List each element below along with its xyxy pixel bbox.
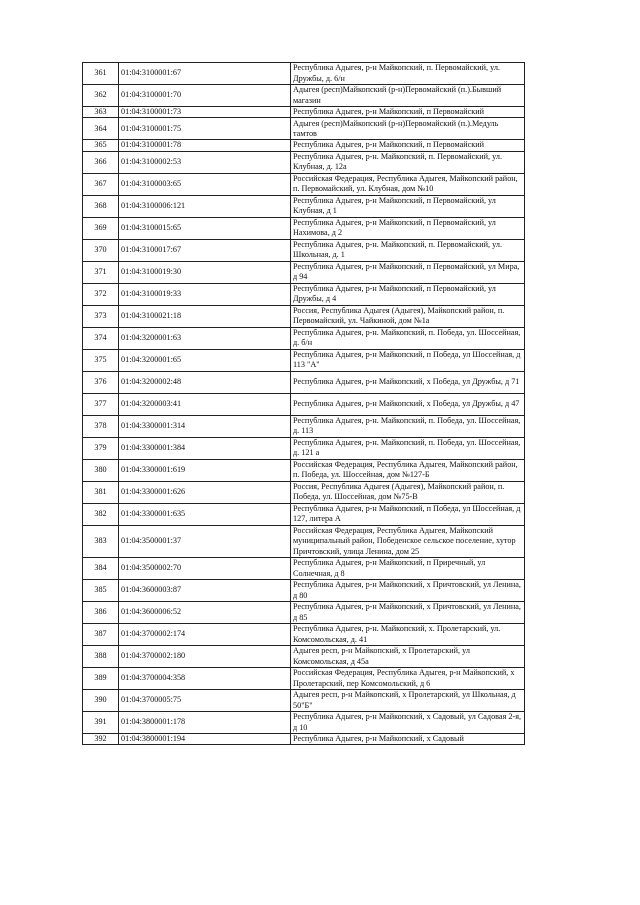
table-row <box>83 503 525 525</box>
table-row <box>83 217 525 239</box>
address-cell: Республика Адыгея, р-н Майкопский, х Причтовский, ул Ленина, д 85 <box>291 602 525 624</box>
address-cell: Российская Федерация, Республика Адыгея, Майкопский район, п. Первомайский, ул. Клубная, дом №10 <box>291 173 525 195</box>
address-cell: Республика Адыгея, р-н Майкопский, п Первомайский, ул Клубная, д 1 <box>291 195 525 217</box>
table-row <box>83 371 525 393</box>
table-row <box>83 415 525 437</box>
cadastral-number-cell: 01:04:3800001:194 <box>119 734 291 745</box>
address-cell: Российская Федерация, Республика Адыгея, р-н Майкопский, х Пролетарский, пер Комсомольский, д 6 <box>291 668 525 690</box>
cadastral-number-cell: 01:04:3100019:30 <box>119 261 291 283</box>
address-cell: Республика Адыгея, р-н Майкопский, п Победа, ул Шоссейная, д 113 "А" <box>291 349 525 371</box>
row-number-cell: 370 <box>83 239 119 261</box>
row-number-cell: 380 <box>83 459 119 481</box>
row-number-cell: 381 <box>83 481 119 503</box>
address-cell: Республика Адыгея, р-н Майкопский, п Первомайский, ул Нахимова, д 2 <box>291 217 525 239</box>
table-row <box>83 327 525 349</box>
table-row <box>83 239 525 261</box>
table-row <box>83 690 525 712</box>
table-row <box>83 624 525 646</box>
table-row <box>83 602 525 624</box>
table-row <box>83 63 525 85</box>
address-cell: Республика Адыгея, р-н Майкопский, п Победа, ул Шоссейная, д 127, литера А <box>291 503 525 525</box>
row-number-cell: 378 <box>83 415 119 437</box>
table-row <box>83 558 525 580</box>
cadastral-number-cell: 01:04:3100017:67 <box>119 239 291 261</box>
row-number-cell: 383 <box>83 525 119 557</box>
table-row <box>83 283 525 305</box>
cadastral-number-cell: 01:04:3100002:53 <box>119 151 291 173</box>
row-number-cell: 382 <box>83 503 119 525</box>
cadastral-number-cell: 01:04:3700005:75 <box>119 690 291 712</box>
table-row <box>83 393 525 415</box>
row-number-cell: 384 <box>83 558 119 580</box>
table-row <box>83 437 525 459</box>
address-cell: Республика Адыгея, р-н. Майкопский, х. Пролетарский, ул. Комсомольская, д. 41 <box>291 624 525 646</box>
row-number-cell: 361 <box>83 63 119 85</box>
cadastral-number-cell: 01:04:3300001:626 <box>119 481 291 503</box>
row-number-cell: 391 <box>83 712 119 734</box>
cadastral-number-cell: 01:04:3100019:33 <box>119 283 291 305</box>
row-number-cell: 363 <box>83 107 119 118</box>
row-number-cell: 376 <box>83 371 119 393</box>
address-cell: Республика Адыгея, р-н Майкопский, х Причтовский, ул Ленина, д 80 <box>291 580 525 602</box>
cadastral-number-cell: 01:04:3100001:78 <box>119 140 291 151</box>
cadastral-number-cell: 01:04:3600006:52 <box>119 602 291 624</box>
cadastral-number-cell: 01:04:3100015:65 <box>119 217 291 239</box>
cadastral-number-cell: 01:04:3100001:75 <box>119 118 291 140</box>
row-number-cell: 392 <box>83 734 119 745</box>
cadastral-number-cell: 01:04:3100021:18 <box>119 305 291 327</box>
address-cell: Республика Адыгея, р-н Майкопский, х Победа, ул Дружбы, д 47 <box>291 393 525 415</box>
address-cell: Республика Адыгея, р-н. Майкопский, п. Первомайский, ул. Школьная, д. 1 <box>291 239 525 261</box>
row-number-cell: 374 <box>83 327 119 349</box>
row-number-cell: 387 <box>83 624 119 646</box>
table-row <box>83 459 525 481</box>
row-number-cell: 390 <box>83 690 119 712</box>
table-row <box>83 525 525 557</box>
address-cell: Адыгея (респ)Майкопский (р-н)Первомайский (п.).Медуль тамтов <box>291 118 525 140</box>
address-cell: Республика Адыгея, р-н Майкопский, х Садовый <box>291 734 525 745</box>
address-cell: Россия, Республика Адыгея (Адыгея), Майкопский район, п. Первомайский, ул. Чайкиной, дом №1а <box>291 305 525 327</box>
table-row <box>83 151 525 173</box>
row-number-cell: 373 <box>83 305 119 327</box>
table-body <box>83 63 525 745</box>
cadastral-number-cell: 01:04:3200003:41 <box>119 393 291 415</box>
table-row <box>83 195 525 217</box>
cadastral-number-cell: 01:04:3200002:48 <box>119 371 291 393</box>
cadastral-number-cell: 01:04:3100003:65 <box>119 173 291 195</box>
address-cell: Россия, Республика Адыгея (Адыгея), Майкопский район, п. Победа, ул. Шоссейная, дом №75-В <box>291 481 525 503</box>
row-number-cell: 369 <box>83 217 119 239</box>
table-row <box>83 107 525 118</box>
address-cell: Республика Адыгея, р-н. Майкопский, п. Первомайский, ул. Клубная, д. 12а <box>291 151 525 173</box>
address-cell: Республика Адыгея, р-н. Майкопский, п. Победа, ул. Шоссейная, д. 113 <box>291 415 525 437</box>
row-number-cell: 372 <box>83 283 119 305</box>
row-number-cell: 377 <box>83 393 119 415</box>
address-cell: Республика Адыгея, р-н Майкопский, п. Первомайский, ул. Дружбы, д. 6/н <box>291 63 525 85</box>
cadastral-number-cell: 01:04:3700004:358 <box>119 668 291 690</box>
address-cell: Российская Федерация, Республика Адыгея, Майкопский район, п. Победа, ул. Шоссейная, дом №127-Б <box>291 459 525 481</box>
cadastral-number-cell: 01:04:3500002:70 <box>119 558 291 580</box>
address-cell: Республика Адыгея, р-н Майкопский, п Первомайский <box>291 140 525 151</box>
address-cell: Республика Адыгея, р-н Майкопский, х Садовый, ул Садовая 2-я, д 10 <box>291 712 525 734</box>
cadastral-number-cell: 01:04:3300001:635 <box>119 503 291 525</box>
cadastral-number-cell: 01:04:3200001:65 <box>119 349 291 371</box>
address-cell: Российская Федерация, Республика Адыгея, Майкопский муниципальный район, Победенское сельское поселение, хутор Причтовский, улица Ленина, дом 25 <box>291 525 525 557</box>
address-cell: Адыгея (респ)Майкопский (р-н)Первомайский (п.).Бывший магазин <box>291 85 525 107</box>
table-row <box>83 349 525 371</box>
cadastral-number-cell: 01:04:3700002:174 <box>119 624 291 646</box>
address-cell: Республика Адыгея, р-н. Майкопский, п. Победа, ул. Шоссейная, д. 121 а <box>291 437 525 459</box>
row-number-cell: 365 <box>83 140 119 151</box>
table-row <box>83 118 525 140</box>
table-row <box>83 580 525 602</box>
cadastral-number-cell: 01:04:3700002:180 <box>119 646 291 668</box>
row-number-cell: 371 <box>83 261 119 283</box>
table-row <box>83 712 525 734</box>
address-cell: Республика Адыгея, р-н Майкопский, х Победа, ул Дружбы, д 71 <box>291 371 525 393</box>
address-cell: Республика Адыгея, р-н Майкопский, п Первомайский, ул Дружбы, д 4 <box>291 283 525 305</box>
row-number-cell: 375 <box>83 349 119 371</box>
table-row <box>83 85 525 107</box>
cadastral-table <box>82 62 525 745</box>
cadastral-number-cell: 01:04:3100001:73 <box>119 107 291 118</box>
address-cell: Адыгея респ, р-н Майкопский, х Пролетарский, ул Школьная, д 50"Б" <box>291 690 525 712</box>
cadastral-number-cell: 01:04:3300001:384 <box>119 437 291 459</box>
table-row <box>83 140 525 151</box>
table-row <box>83 305 525 327</box>
table-row <box>83 261 525 283</box>
cadastral-number-cell: 01:04:3100001:67 <box>119 63 291 85</box>
row-number-cell: 379 <box>83 437 119 459</box>
document-page <box>82 62 524 745</box>
cadastral-number-cell: 01:04:3600003:87 <box>119 580 291 602</box>
address-cell: Республика Адыгея, р-н Майкопский, п Первомайский, ул Мира, д 94 <box>291 261 525 283</box>
table-row <box>83 481 525 503</box>
cadastral-number-cell: 01:04:3300001:314 <box>119 415 291 437</box>
row-number-cell: 386 <box>83 602 119 624</box>
row-number-cell: 367 <box>83 173 119 195</box>
cadastral-number-cell: 01:04:3300001:619 <box>119 459 291 481</box>
row-number-cell: 368 <box>83 195 119 217</box>
row-number-cell: 366 <box>83 151 119 173</box>
address-cell: Республика Адыгея, р-н Майкопский, п Первомайский <box>291 107 525 118</box>
table-row <box>83 646 525 668</box>
address-cell: Республика Адыгея, р-н Майкопский, п Приречный, ул Солнечная, д 8 <box>291 558 525 580</box>
cadastral-number-cell: 01:04:3800001:178 <box>119 712 291 734</box>
cadastral-number-cell: 01:04:3200001:63 <box>119 327 291 349</box>
row-number-cell: 364 <box>83 118 119 140</box>
cadastral-number-cell: 01:04:3100001:70 <box>119 85 291 107</box>
address-cell: Республика Адыгея, р-н. Майкопский, п. Победа, ул. Шоссейная, д. б/н <box>291 327 525 349</box>
cadastral-number-cell: 01:04:3500001:37 <box>119 525 291 557</box>
row-number-cell: 388 <box>83 646 119 668</box>
table-row <box>83 668 525 690</box>
table-row <box>83 173 525 195</box>
row-number-cell: 362 <box>83 85 119 107</box>
cadastral-number-cell: 01:04:3100006:121 <box>119 195 291 217</box>
address-cell: Адыгея респ, р-н Майкопский, х Пролетарский, ул Комсомольская, д 45а <box>291 646 525 668</box>
table-row <box>83 734 525 745</box>
row-number-cell: 385 <box>83 580 119 602</box>
row-number-cell: 389 <box>83 668 119 690</box>
